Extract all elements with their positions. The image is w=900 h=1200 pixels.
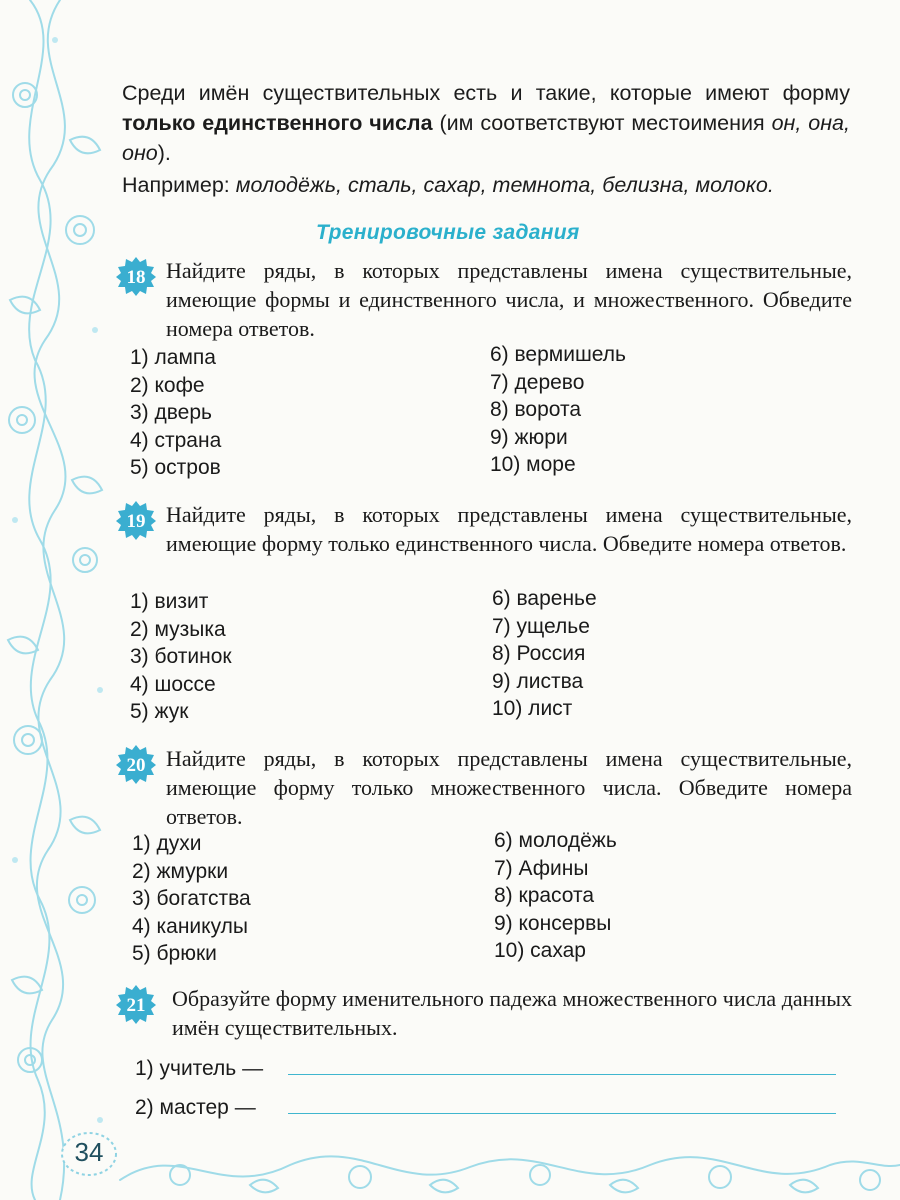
intro-rule-end: ).: [157, 141, 171, 165]
option-item[interactable]: 10) море: [490, 453, 576, 477]
task-20: [116, 744, 856, 974]
task-instruction: Найдите ряды, в которых представлены имена существительные, имеющие форму только множественного числа. Обведите номера ответов.: [166, 746, 852, 829]
ornament-bottom-border: [0, 1135, 900, 1200]
task-number: 18: [126, 267, 146, 288]
task-number-badge: [116, 744, 156, 784]
intro-text: [122, 78, 850, 200]
task-number: 19: [126, 511, 146, 532]
intro-rule-text: Среди имён существительных есть и такие, которые имеют форму: [122, 81, 850, 105]
task-21: [116, 984, 856, 1054]
option-item[interactable]: 10) сахар: [494, 939, 586, 963]
intro-rule-bold: только единственного числа: [122, 111, 433, 135]
answer-blank-line[interactable]: [288, 1074, 836, 1075]
intro-examples: молодёжь, сталь, сахар, темнота, белизна, молоко.: [235, 173, 774, 197]
option-item[interactable]: 5) остров: [130, 456, 221, 480]
task-number: 20: [126, 755, 146, 776]
option-item[interactable]: 2) жмурки: [132, 859, 229, 883]
ornament-left-border: [0, 0, 115, 1200]
option-item[interactable]: 5) брюки: [132, 942, 217, 966]
intro-pronouns: он, она, оно: [122, 111, 850, 165]
intro-rule-text-2: (им соответствуют местоимения: [432, 111, 772, 135]
option-item[interactable]: 8) Россия: [492, 642, 586, 666]
task-19: [116, 500, 856, 730]
task-instruction: Найдите ряды, в которых представлены имена существительные, имеющие форму только единственного числа. Обведите номера ответов.: [166, 502, 852, 556]
task-number-badge: [116, 256, 156, 296]
option-item[interactable]: 9) листва: [492, 669, 584, 693]
option-item[interactable]: 1) духи: [132, 832, 202, 855]
option-item[interactable]: 8) красота: [494, 884, 595, 908]
answer-label: 1) учитель —: [135, 1057, 264, 1080]
answer-label: 2) мастер —: [135, 1096, 256, 1119]
task-instruction: Найдите ряды, в которых представлены имена существительные, имеющие формы и единственного числа, и множественного. Обведите номера ответов.: [166, 258, 852, 341]
option-item[interactable]: 6) вермишель: [490, 343, 626, 366]
option-item[interactable]: 3) богатства: [132, 887, 251, 911]
option-item[interactable]: 7) дерево: [490, 370, 585, 394]
page-number: [58, 1125, 120, 1179]
option-item[interactable]: 1) лампа: [130, 346, 216, 369]
page-number-text: 34: [74, 1137, 104, 1167]
section-title: Тренировочные задания: [316, 221, 580, 244]
option-item[interactable]: 9) консервы: [494, 911, 612, 935]
option-item[interactable]: 6) молодёжь: [494, 829, 617, 852]
task-number: 21: [126, 995, 146, 1016]
option-item[interactable]: 2) кофе: [130, 373, 205, 397]
intro-paragraph-rule: [122, 78, 850, 168]
option-item[interactable]: 9) жюри: [490, 425, 568, 449]
option-item[interactable]: 8) ворота: [490, 398, 582, 422]
option-item[interactable]: 5) жук: [130, 700, 189, 724]
option-item[interactable]: 3) дверь: [130, 401, 212, 425]
intro-example-lead: Например:: [122, 173, 236, 197]
option-item[interactable]: 4) страна: [130, 428, 222, 452]
task-18: [116, 256, 856, 486]
task-number-badge: [116, 984, 156, 1024]
option-item[interactable]: 10) лист: [492, 697, 573, 721]
option-item[interactable]: 4) шоссе: [130, 672, 216, 696]
intro-paragraph-example: [122, 170, 850, 200]
option-item[interactable]: 6) варенье: [492, 587, 597, 610]
answer-blank-line[interactable]: [288, 1113, 836, 1114]
option-item[interactable]: 1) визит: [130, 590, 209, 613]
option-item[interactable]: 3) ботинок: [130, 645, 232, 669]
option-item[interactable]: 7) Афины: [494, 856, 589, 880]
option-item[interactable]: 2) музыка: [130, 617, 226, 641]
task-instruction: Образуйте форму именительного падежа множественного числа данных имён существительных.: [172, 986, 852, 1040]
option-item[interactable]: 7) ущелье: [492, 614, 590, 638]
task-number-badge: [116, 500, 156, 540]
option-item[interactable]: 4) каникулы: [132, 914, 248, 938]
